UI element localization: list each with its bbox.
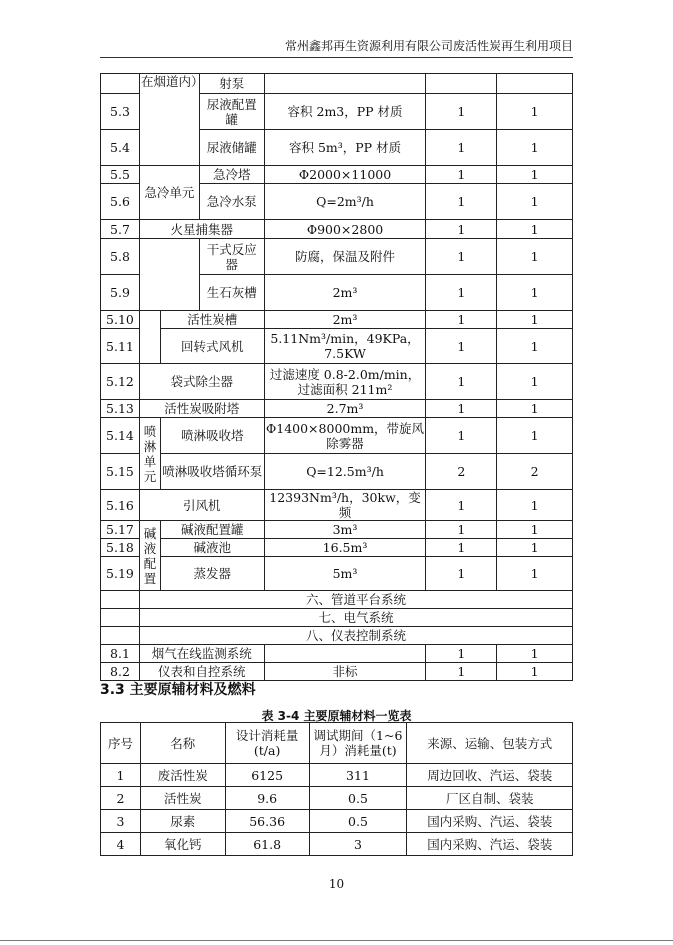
group-cell: 在烟道内） (139, 74, 199, 166)
table-row: 1 废活性炭 6125 311 周边回收、汽运、袋装 (101, 764, 573, 787)
item-spec: 过滤速度 0.8-2.0m/min，过滤面积 211m² (264, 364, 426, 400)
table-row: 4 氧化钙 61.8 3 国内采购、汽运、袋装 (101, 833, 573, 856)
table-row: 5.14 喷淋单元 喷淋吸收塔 Φ1400×8000mm，带旋风除雾器 1 1 (101, 418, 573, 454)
item-name: 尿液储罐 (199, 130, 264, 166)
item-name: 仪表和自控系统 (139, 663, 264, 681)
item-name: 生石灰槽 (199, 275, 264, 311)
item-spec: 16.5m³ (264, 539, 426, 557)
item-number: 5.16 (101, 490, 140, 521)
bottom-rule (0, 940, 673, 941)
item-name: 急冷塔 (199, 166, 264, 184)
item-spec: Φ2000×11000 (264, 166, 426, 184)
item-number: 5.6 (101, 184, 140, 220)
table-header-row (101, 723, 573, 764)
section-title: 七、电气系统 (139, 609, 572, 627)
table-row: 5.7 火星捕集器 Φ900×2800 1 1 (101, 220, 573, 239)
item-number: 5.11 (101, 329, 140, 364)
table-row: 2 活性炭 9.6 0.5 厂区自制、袋装 (101, 787, 573, 810)
page-header: 常州鑫邦再生资源利用有限公司废活性炭再生利用项目 (100, 37, 573, 58)
item-spec: 3m³ (264, 521, 426, 539)
table-row: 5.10 活性炭槽 2m³ 1 1 (101, 311, 573, 329)
table-row: 3 尿素 56.36 0.5 国内采购、汽运、袋装 (101, 810, 573, 833)
table-row: 5.6 急冷水泵 Q=2m³/h 1 1 (101, 184, 573, 220)
item-name: 碱液池 (160, 539, 264, 557)
column-header: 序号 (101, 723, 141, 764)
item-spec: Q=2m³/h (264, 184, 426, 220)
table-row: 8.2 仪表和自控系统 非标 1 1 (101, 663, 573, 681)
item-name: 干式反应器 (199, 239, 264, 275)
item-number: 5.4 (101, 130, 140, 166)
table-row: 5.5 急冷单元 急冷塔 Φ2000×11000 1 1 (101, 166, 573, 184)
item-name: 回转式风机 (160, 329, 264, 364)
item-name: 急冷水泵 (199, 184, 264, 220)
item-name: 烟气在线监测系统 (139, 645, 264, 663)
table-row: 5.19 蒸发器 5m³ 1 1 (101, 557, 573, 591)
item-spec: 2m³ (264, 311, 426, 329)
table-row: 5.17 碱液配置 碱液配置罐 3m³ 1 1 (101, 521, 573, 539)
item-spec: 5m³ (264, 557, 426, 591)
item-number: 5.5 (101, 166, 140, 184)
table-row: 5.9 生石灰槽 2m³ 1 1 (101, 275, 573, 311)
column-header: 来源、运输、包装方式 (407, 723, 573, 764)
column-header: 名称 (140, 723, 225, 764)
table-row: 5.3 尿液配置罐 容积 2m3，PP 材质 1 1 (101, 94, 573, 130)
item-number: 8.1 (101, 645, 140, 663)
item-name: 活性炭吸附塔 (139, 400, 264, 418)
section-title: 八、仪表控制系统 (139, 627, 572, 645)
item-number: 5.9 (101, 275, 140, 311)
section-title: 六、管道平台系统 (139, 591, 572, 609)
table-row: 5.13 活性炭吸附塔 2.7m³ 1 1 (101, 400, 573, 418)
section-row (101, 627, 573, 645)
item-number: 5.8 (101, 239, 140, 275)
table-row: 8.1 烟气在线监测系统 1 1 (101, 645, 573, 663)
section-row (101, 591, 573, 609)
item-number: 5.3 (101, 94, 140, 130)
item-name: 碱液配置罐 (160, 521, 264, 539)
table-row: 5.18 碱液池 16.5m³ 1 1 (101, 539, 573, 557)
table-row: 5.15 喷淋吸收塔循环泵 Q=12.5m³/h 2 2 (101, 454, 573, 490)
item-name: 活性炭槽 (160, 311, 264, 329)
table-row: 5.16 引风机 12393Nm³/h，30kw，变频 1 1 (101, 490, 573, 521)
item-spec: Φ900×2800 (264, 220, 426, 239)
group-cell: 喷淋单元 (139, 418, 160, 490)
item-number: 5.12 (101, 364, 140, 400)
table-row: 5.8 干式反应器 防腐，保温及附件 1 1 (101, 239, 573, 275)
item-number (101, 74, 140, 94)
item-number: 8.2 (101, 663, 140, 681)
item-name: 喷淋吸收塔 (160, 418, 264, 454)
table-caption: 表 3-4 主要原辅材料一览表 (261, 709, 412, 723)
item-name: 火星捕集器 (139, 220, 264, 239)
table-row: 5.12 袋式除尘器 过滤速度 0.8-2.0m/min，过滤面积 211m² 1 1 (101, 364, 573, 400)
column-header: 设计消耗量(t/a) (225, 723, 309, 764)
table-row: 5.4 尿液储罐 容积 5m³，PP 材质 1 1 (101, 130, 573, 166)
item-number: 5.17 (101, 521, 140, 539)
section-row (101, 609, 573, 627)
item-spec: Q=12.5m³/h (264, 454, 426, 490)
table-row: 5.11 回转式风机 5.11Nm³/min，49KPa，7.5KW 1 1 (101, 329, 573, 364)
item-name: 引风机 (139, 490, 264, 521)
item-number: 5.13 (101, 400, 140, 418)
item-spec: 2m³ (264, 275, 426, 311)
equipment-table (100, 73, 573, 681)
item-spec: 12393Nm³/h，30kw，变频 (264, 490, 426, 521)
item-name: 尿液配置罐 (199, 94, 264, 130)
item-spec: Φ1400×8000mm，带旋风除雾器 (264, 418, 426, 454)
item-name: 喷淋吸收塔循环泵 (160, 454, 264, 490)
item-name: 蒸发器 (160, 557, 264, 591)
item-spec: 5.11Nm³/min，49KPa，7.5KW (264, 329, 426, 364)
item-spec: 非标 (264, 663, 426, 681)
item-spec: 2.7m³ (264, 400, 426, 418)
page-number: 10 (328, 877, 345, 891)
group-cell: 碱液配置 (139, 521, 160, 591)
item-spec: 容积 2m3，PP 材质 (264, 94, 426, 130)
item-spec: 容积 5m³，PP 材质 (264, 130, 426, 166)
item-spec: 防腐，保温及附件 (264, 239, 426, 275)
materials-table (100, 722, 573, 856)
item-spec (264, 645, 426, 663)
item-name: 射泵 (199, 74, 264, 94)
item-number: 5.19 (101, 557, 140, 591)
table-row (101, 74, 573, 94)
section-heading: 3.3 主要原辅材料及燃料 (100, 682, 256, 698)
item-number: 5.10 (101, 311, 140, 329)
item-number: 5.18 (101, 539, 140, 557)
column-header: 调试期间（1~6月）消耗量(t) (309, 723, 407, 764)
item-number: 5.7 (101, 220, 140, 239)
item-name: 袋式除尘器 (139, 364, 264, 400)
group-cell: 急冷单元 (139, 166, 199, 220)
item-number: 5.14 (101, 418, 140, 454)
item-number: 5.15 (101, 454, 140, 490)
